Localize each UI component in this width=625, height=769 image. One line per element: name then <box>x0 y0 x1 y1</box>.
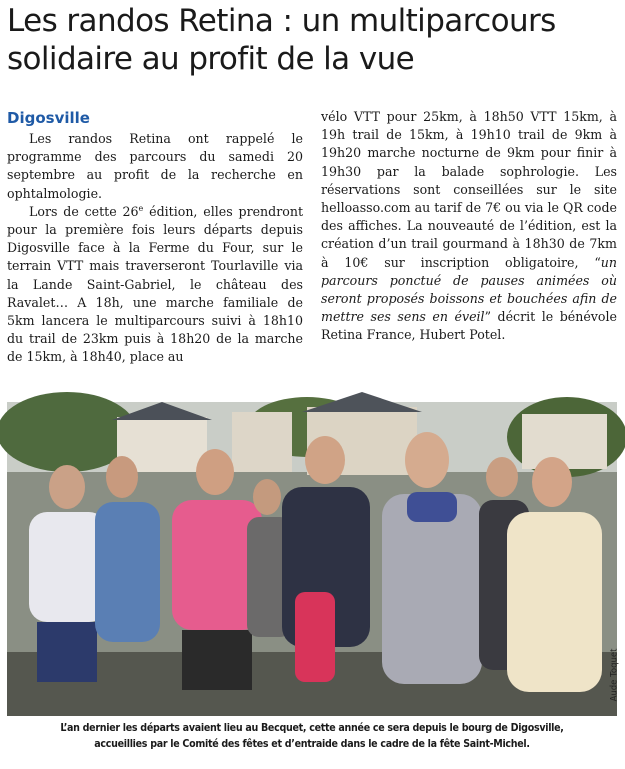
paragraph-2 <box>7 203 303 367</box>
photo-illustration <box>7 402 617 716</box>
caption-line-1: L’an dernier les départs avaient lieu au Becquet, cette année ce sera depuis le bourg de Digosville, <box>60 722 564 734</box>
quote: un parcours ponctué de pauses animées où seront proposés boissons et bouchées afin de mettre ses sens en éveil <box>321 254 617 325</box>
paragraph-3-end: ” décrit le bénévole Retina France, Hubert Potel. <box>321 309 617 343</box>
group-photo <box>7 402 620 716</box>
paragraph-3 <box>321 108 617 345</box>
column-left <box>7 108 303 378</box>
headline-line-1: Les randos Retina : un multiparcours <box>7 3 556 39</box>
article-body <box>7 108 617 378</box>
paragraph-2-rest: édition, elles prendront pour la première fois leurs départs depuis Digosville face à la Ferme du Four, sur le terrain VTT mais traverseront Tourlaville via la Lande Saint-Gabriel, le château des Ravalet… A 18h, une marche familiale de 5km lancera le multiparcours suivi à 18h10 du trail de 23km puis à 18h20 de la marche de 15km, à 18h40, place au <box>7 203 304 365</box>
dateline: Digosville <box>7 109 90 127</box>
paragraph-1: Les randos Retina ont rappelé le programme des parcours du samedi 20 septembre au profit de la recherche en ophtalmologie. <box>7 131 303 201</box>
column-right <box>321 108 617 378</box>
caption-line-2: accueillies par le Comité des fêtes et d’entraide dans le cadre de la fête Saint-Michel. <box>94 738 530 750</box>
paragraph-2-start: Lors de cette 26 <box>29 203 139 219</box>
paragraph-3-text: vélo VTT pour 25km, à 18h50 VTT 15km, à 19h trail de 15km, à 19h10 trail de 9km à 19h20 marche nocturne de 9km pour finir à 19h30 par la balade sophrologie. Les réservations sont conseillées sur le site helloasso.com au tarif de 7€ ou via le QR code des affiches. La nouveauté de l’édition, est la création d’un trail gourmand à 18h30 de 7km à 10€ sur inscription obligatoire, “ <box>321 109 617 270</box>
ordinal-suffix: e <box>138 203 144 213</box>
article-headline <box>7 2 619 78</box>
photo-caption <box>7 720 617 752</box>
photo-credit: Aude Toquet <box>609 648 620 702</box>
headline-line-2: solidaire au profit de la vue <box>7 41 415 77</box>
